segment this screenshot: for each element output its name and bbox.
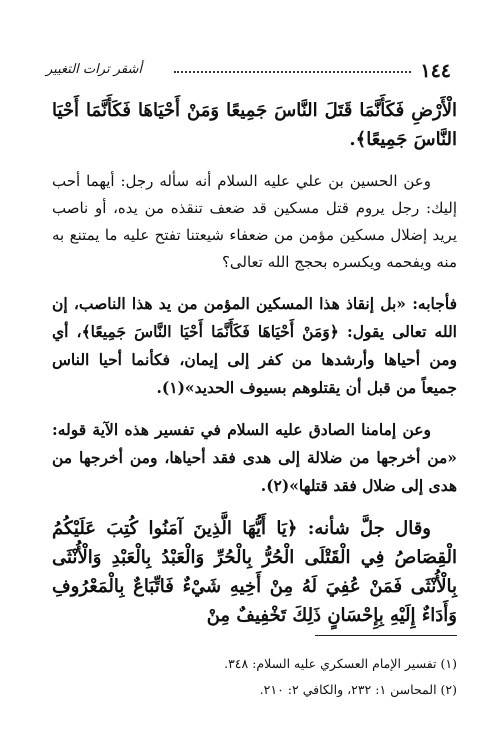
page-header: [46, 60, 451, 82]
quran-verse-continuation: الْأَرْضِ فَكَأَنَّمَا قَتَلَ النَّاسَ جَمِيعًا وَمَنْ أَحْيَاهَا فَكَأَنَّمَا أَحْيَا النَّاسَ جَمِيعًا﴾.: [52, 100, 457, 150]
quran-verse-qisas: وقال جلَّ شأنه: ﴿يَا أَيُّهَا الَّذِينَ آمَنُوا كُتِبَ عَلَيْكُمُ الْقِصَاصُ فِي الْقَتْلَى الْحُرُّ بِالْحُرِّ وَالْعَبْدُ بِالْعَبْدِ وَالْأُنْثَى بِالْأُنْثَى فَمَنْ عُفِيَ لَهُ مِنْ أَخِيهِ شَيْءٌ فَاتِّبَاعٌ بِالْمَعْرُوفِ وَأَدَاءٌ إِلَيْهِ بِإِحْسَانٍ ذَلِكَ تَخْفِيفٌ مِنْ: [52, 518, 457, 626]
header-dotted-leader: [174, 71, 411, 73]
footnote-2: (٢) المحاسن ١: ٢٣٢، والكافي ٢: ٢١٠.: [259, 682, 457, 697]
hadith-answer-paragraph: فأجابه: «بل إنقاذ هذا المسكين المؤمن من يد هذا الناصب، إن الله تعالى يقول: ﴿وَمَنْ أَحْيَاهَا فَكَأَنَّمَا أَحْيَا النَّاسَ جَمِيعًا﴾، أي ومن أحياها وأرشدها من كفر إلى إيمان، فكأنما أحيا الناس جميعاً من قبل أن يقتلوهم بسيوف الحديد»(١).: [52, 294, 457, 397]
footnote-1: (١) تفسير الإمام العسكري عليه السلام: ٣٤٨.: [224, 656, 457, 671]
book-title: أشقر ترات التغيير: [46, 62, 142, 77]
tafsir-paragraph: وعن إمامنا الصادق عليه السلام في تفسير هذه الآية قوله: «من أخرجها من ضلالة إلى هدى فقد أحياها، ومن أخرجها من هدى إلى ضلال فقد قتلها»(٢).: [52, 420, 457, 495]
footnote-separator: [315, 635, 457, 636]
footnotes: [100, 651, 457, 703]
page-number: ١٤٤: [420, 60, 451, 82]
hadith-question-paragraph: وعن الحسين بن علي عليه السلام أنه سأله رجل: أيهما أحب إليك: رجل يروم قتل مسكين قد ضعف تنقذه من يده، أو ناصب يريد إضلال مسكين مؤمن من ضعفاء شيعتنا تفتح عليه ما يمتنع به منه ويفحمه ويكسره بحجج الله تعالى؟: [52, 172, 457, 271]
page-body: [52, 96, 457, 644]
